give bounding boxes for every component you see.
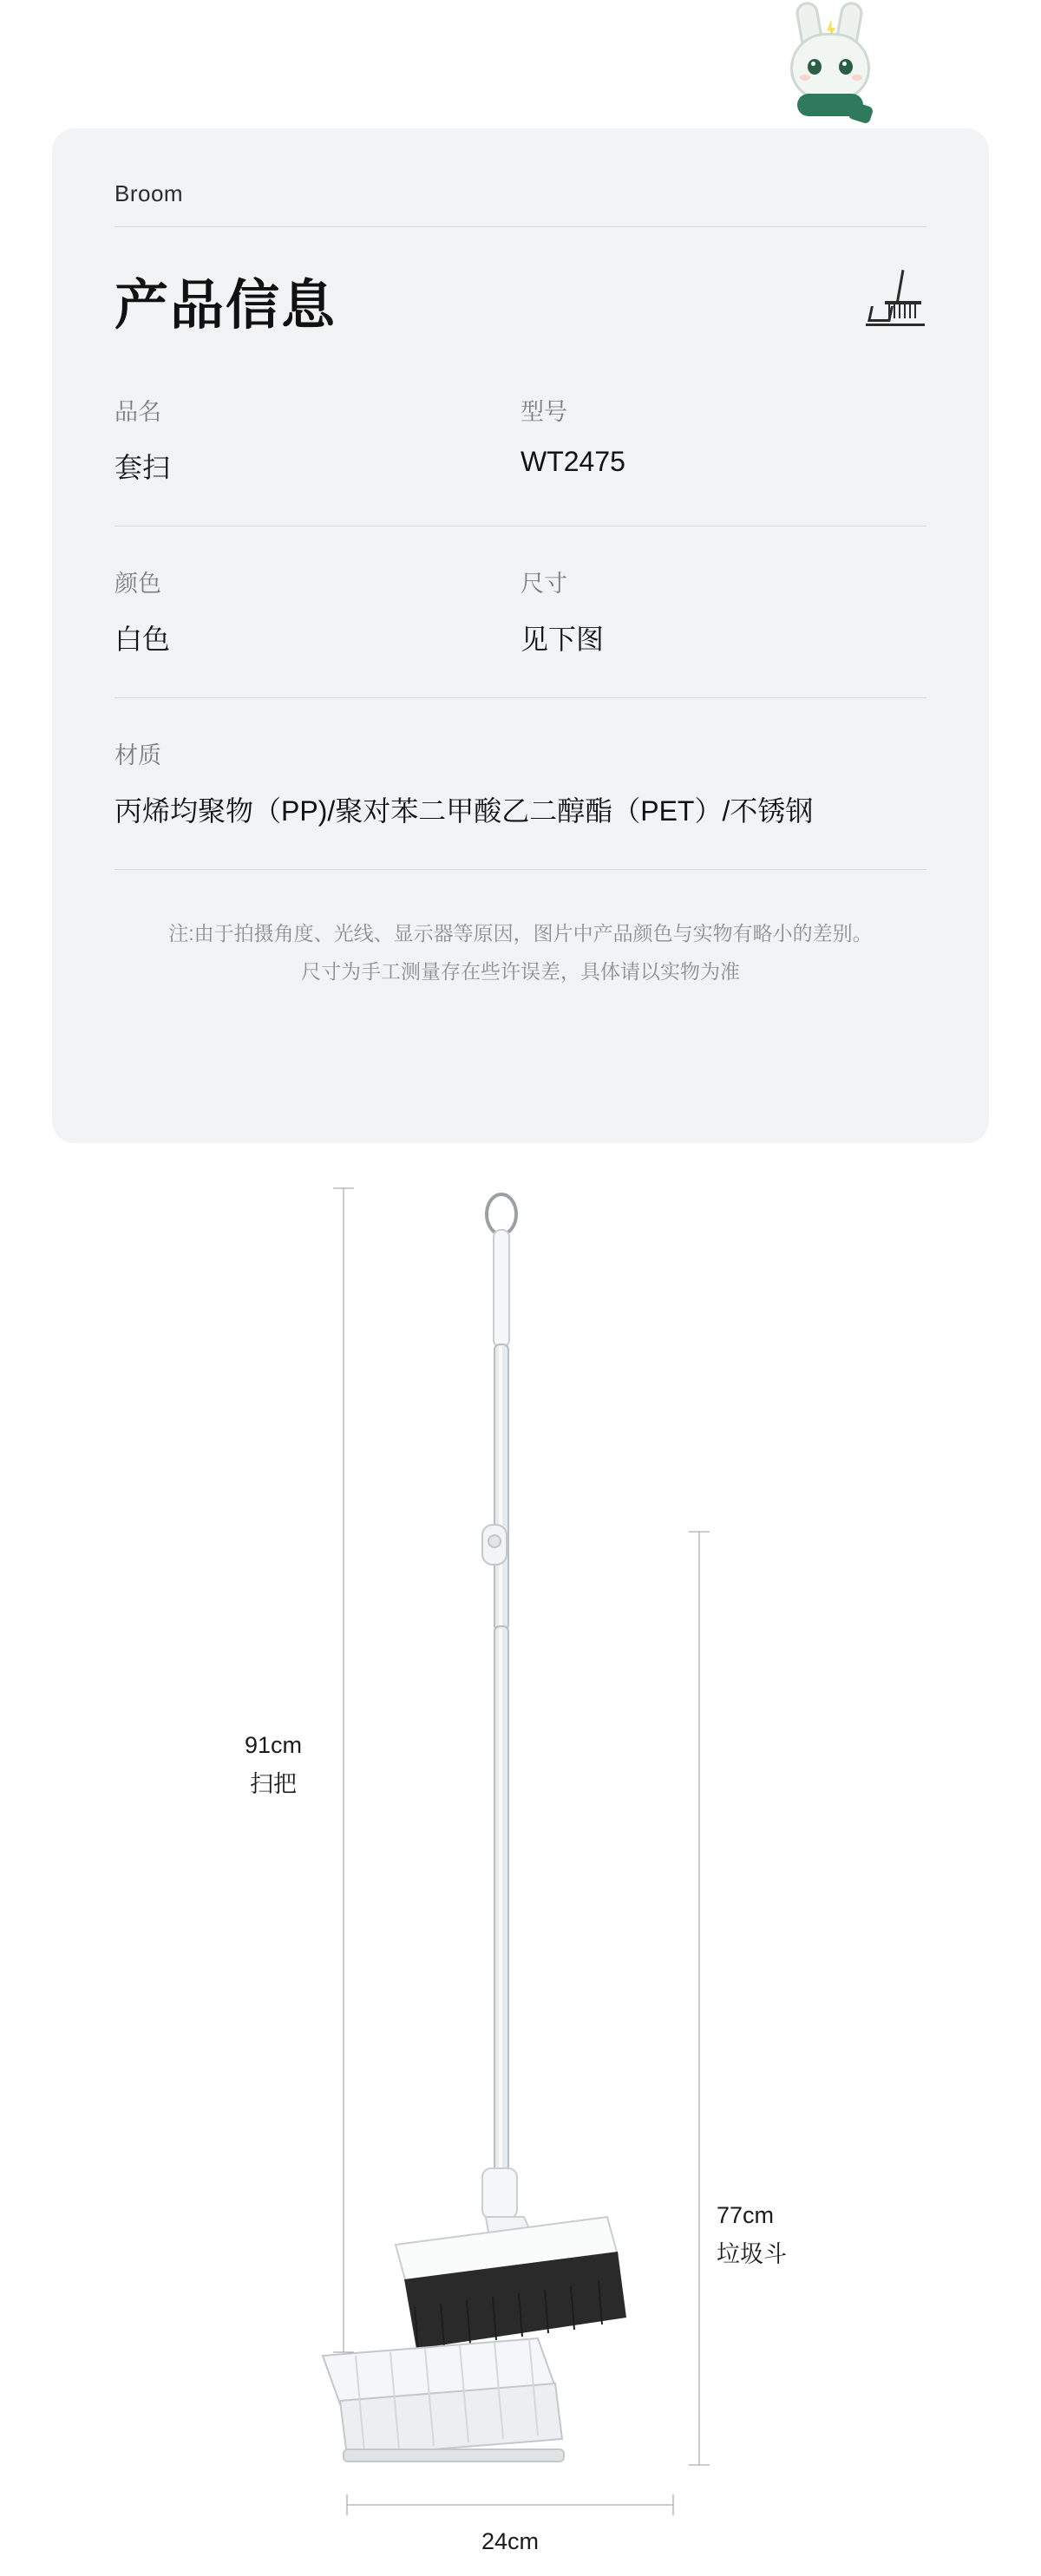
mascot-head-icon [790, 33, 870, 101]
spec-label: 品名 [115, 399, 161, 425]
spec-item-size [520, 565, 926, 657]
spec-item-model [520, 393, 926, 486]
spec-item-color [115, 565, 520, 657]
spec-value: 丙烯均聚物（PP)/聚对苯二甲酸乙二醇酯（PET）/不锈钢 [115, 795, 814, 827]
spec-row [115, 565, 926, 657]
spec-value: 白色 [115, 624, 171, 655]
spec-label: 尺寸 [520, 571, 567, 597]
spec-item-name [115, 393, 520, 486]
product-dimension-diagram [0, 1180, 1041, 2576]
broom-dustpan-icon [866, 266, 926, 329]
disclaimer-line-1: 注:由于拍摄角度、光线、显示器等原因，图片中产品颜色与实物有略小的差别。 [168, 922, 873, 945]
card-eyebrow: Broom [115, 180, 184, 206]
spec-list [115, 393, 926, 991]
mascot-scarf-tail-icon [848, 101, 874, 124]
dustpan-height-value: 77cm [717, 2202, 775, 2228]
spec-label: 型号 [520, 399, 567, 425]
width-dimension [449, 2522, 571, 2561]
spec-value: 套扫 [115, 452, 171, 483]
mascot-eye-right-icon [839, 59, 853, 75]
width-value: 24cm [481, 2528, 540, 2554]
broom-height-dimension [217, 1726, 330, 1803]
spec-value: 见下图 [520, 624, 605, 655]
broom-height-caption: 扫把 [250, 1770, 297, 1797]
title-row [115, 227, 926, 339]
spec-label: 颜色 [115, 571, 161, 597]
disclaimer-note [115, 915, 926, 991]
spec-label: 材质 [115, 742, 161, 768]
spec-divider [115, 697, 926, 698]
spec-divider [115, 869, 926, 870]
mascot-eye-left-icon [808, 59, 822, 75]
dustpan-height-dimension [717, 2196, 838, 2273]
spec-row [115, 736, 926, 829]
broom-height-value: 91cm [244, 1732, 303, 1758]
mascot-cheek-right-icon [852, 75, 862, 81]
spec-row [115, 393, 926, 486]
spec-item-material [115, 736, 926, 829]
product-info-card [52, 128, 989, 1143]
rabbit-mascot-icon [785, 0, 876, 139]
spec-value: WT2475 [520, 446, 625, 477]
mascot-cheek-left-icon [800, 75, 810, 81]
dustpan-height-caption: 垃圾斗 [717, 2240, 787, 2267]
product-illustration [0, 1180, 1041, 2576]
page-title: 产品信息 [115, 276, 337, 336]
disclaimer-line-2: 尺寸为手工测量存在些许误差，具体请以实物为准 [301, 959, 740, 983]
